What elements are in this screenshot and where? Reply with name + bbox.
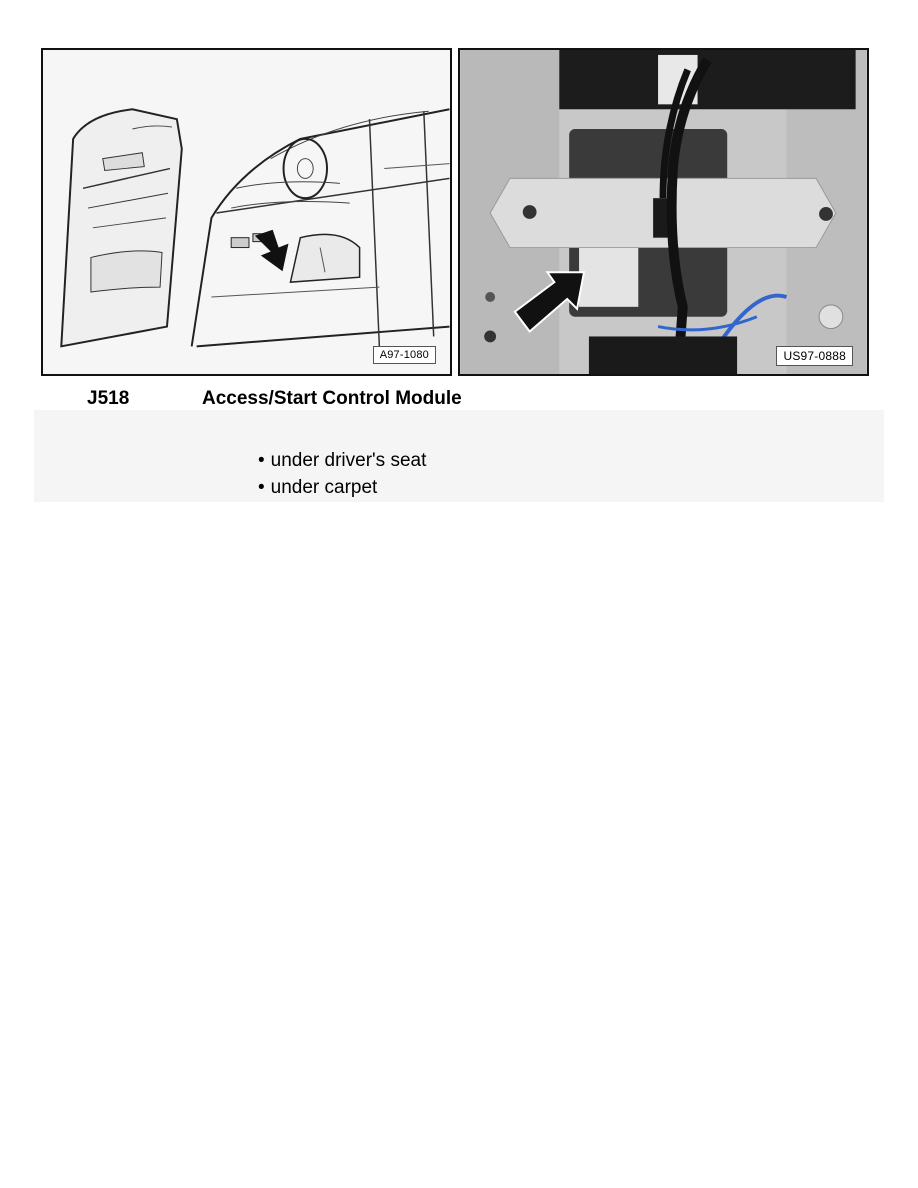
location-list bbox=[258, 447, 426, 501]
list-item: • under carpet bbox=[258, 474, 426, 501]
figure-car-interior bbox=[41, 48, 452, 376]
figure-module-photo bbox=[458, 48, 869, 376]
list-item: • under driver's seat bbox=[258, 447, 426, 474]
component-code: J518 bbox=[87, 388, 130, 409]
background-strip bbox=[34, 410, 884, 502]
figure-label: A97-1080 bbox=[373, 346, 436, 364]
car-door-drawing bbox=[43, 50, 450, 374]
figure-label: US97-0888 bbox=[776, 346, 853, 366]
component-name: Access/Start Control Module bbox=[202, 388, 462, 409]
module-photo-drawing bbox=[460, 50, 867, 374]
